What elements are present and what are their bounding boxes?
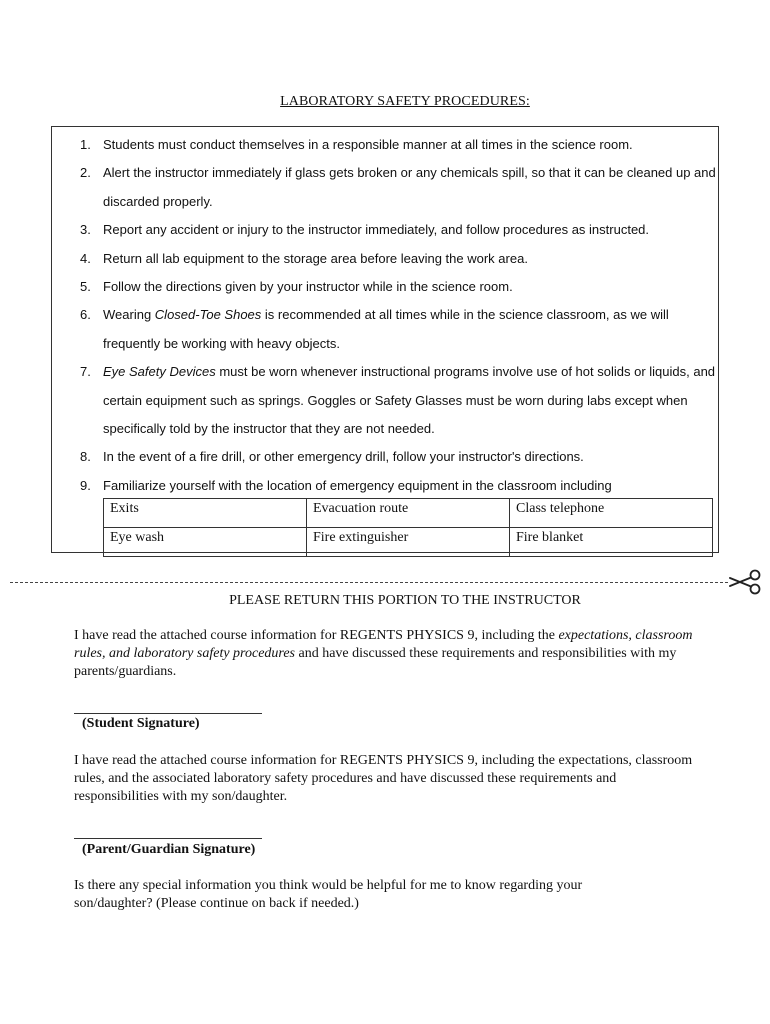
cut-line: [10, 582, 728, 583]
procedure-item: [80, 358, 720, 443]
item-text-emphasis: Eye Safety Devices: [103, 364, 216, 380]
statement-emphasis: expectations, classroom rules, and laboratory safety procedures: [74, 628, 693, 661]
procedure-item: [80, 273, 720, 301]
item-number: 1.: [80, 137, 91, 152]
item-number: 3.: [80, 222, 91, 238]
student-statement: [74, 627, 704, 681]
item-text: Alert the instructor immediately if glass gets broken or any chemicals spill, so that it can be cleaned up and discarded properly.: [103, 165, 716, 209]
table-row: [104, 499, 713, 528]
item-number: 5.: [80, 279, 91, 295]
item-text: Students must conduct themselves in a responsible manner at all times in the science room.: [103, 137, 633, 152]
item-number: 4.: [80, 250, 91, 266]
procedure-item: [80, 245, 720, 273]
procedure-item: [80, 301, 720, 358]
item-text-post: must be worn whenever instructional programs involve use of hot solids or liquids, and certain equipment such as springs. Goggles or Safety Glasses must be worn during labs except when specifically told by the instructor that they are not needed.: [103, 364, 716, 437]
procedure-item: [80, 216, 720, 244]
student-signature-label: (Student Signature): [82, 716, 200, 731]
table-cell: Exits: [104, 499, 307, 528]
item-text: Return all lab equipment to the storage area before leaving the work area.: [103, 250, 528, 266]
procedure-item: [80, 131, 720, 159]
student-signature-line[interactable]: [74, 713, 262, 714]
procedure-item: [80, 159, 720, 216]
parent-signature-label: (Parent/Guardian Signature): [82, 842, 256, 857]
item-text: Familiarize yourself with the location of emergency equipment in the classroom including: [103, 477, 612, 493]
item-number: 2.: [80, 165, 91, 181]
item-text: Follow the directions given by your instructor while in the science room.: [103, 279, 513, 295]
procedures-list: [80, 131, 720, 500]
item-number: 9.: [80, 477, 91, 493]
return-heading: PLEASE RETURN THIS PORTION TO THE INSTRUCTOR: [229, 593, 581, 608]
item-number: 8.: [80, 449, 91, 465]
table-cell: Eye wash: [104, 528, 307, 557]
parent-statement: I have read the attached course information for REGENTS PHYSICS 9, including the expectations, classroom rules, and the associated laboratory safety procedures and have discussed these requirements and responsibilities with my son/daughter.: [74, 753, 693, 804]
table-cell: Evacuation route: [307, 499, 510, 528]
item-text: In the event of a fire drill, or other emergency drill, follow your instructor's directions.: [103, 449, 584, 465]
procedure-item: [80, 472, 720, 500]
item-text-emphasis: Closed-Toe Shoes: [154, 307, 262, 323]
parent-signature-line[interactable]: [74, 838, 262, 839]
item-number: 6.: [80, 307, 91, 323]
statement-text: I have read the attached course information for REGENTS PHYSICS 9, including the: [74, 628, 559, 643]
table-cell: Fire extinguisher: [307, 528, 510, 557]
special-info-question: Is there any special information you think would be helpful for me to know regarding your son/daughter? (Please continue on back if needed.): [74, 878, 583, 911]
item-text-pre: Wearing: [103, 307, 155, 323]
statement-text-post: and have discussed these requirements and responsibilities with my parents/guardians.: [74, 646, 677, 679]
page-title: LABORATORY SAFETY PROCEDURES:: [280, 94, 530, 109]
item-text-post: is recommended at all times while in the science classroom, as we will frequently be working with heavy objects.: [103, 307, 669, 351]
item-number: 7.: [80, 364, 91, 380]
emergency-equipment-table: [103, 498, 713, 557]
table-cell: Class telephone: [510, 499, 713, 528]
procedure-item: [80, 443, 720, 471]
item-text: Report any accident or injury to the instructor immediately, and follow procedures as instructed.: [103, 222, 650, 238]
table-row: [104, 528, 713, 557]
scissors-icon: [728, 569, 762, 595]
table-cell: Fire blanket: [510, 528, 713, 557]
